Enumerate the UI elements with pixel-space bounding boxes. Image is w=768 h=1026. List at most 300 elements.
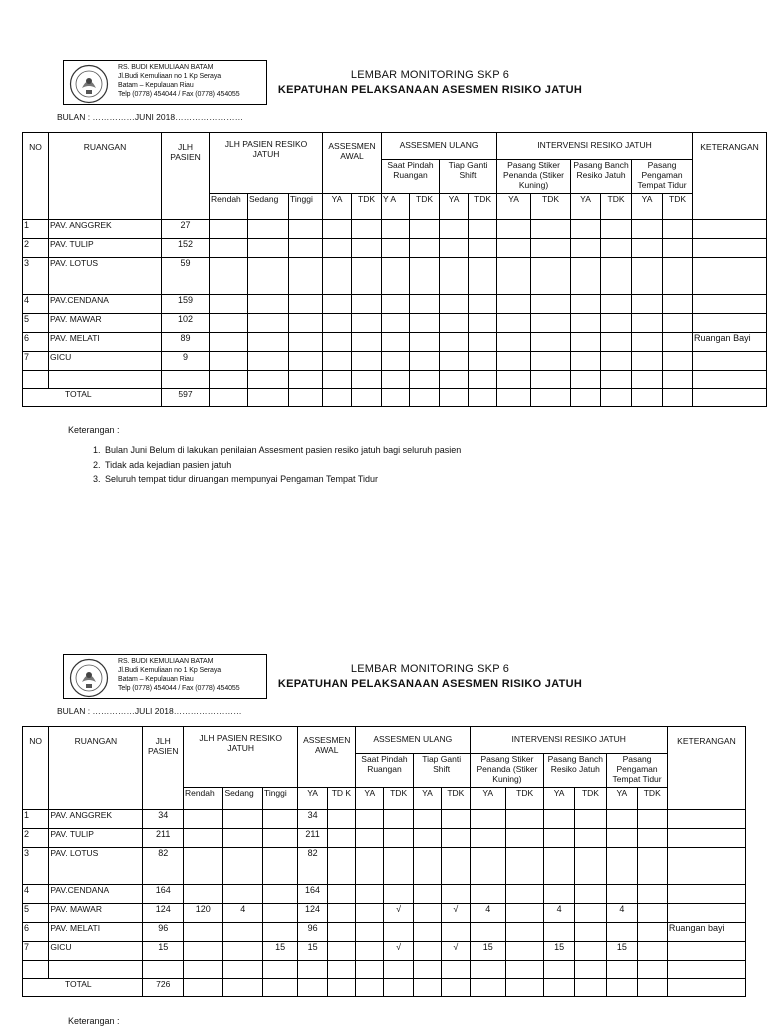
row-cell — [601, 220, 632, 239]
sub-pasang-pengaman: Pasang Pengaman Tempat Tidur — [632, 160, 693, 194]
sub-tdk: TDK — [601, 194, 632, 220]
row-keterangan — [693, 258, 767, 295]
total-cell — [410, 389, 440, 407]
total-cell — [183, 979, 222, 997]
row-cell: 15 — [298, 942, 327, 961]
row-keterangan — [667, 829, 745, 848]
row-cell — [384, 829, 413, 848]
row-cell — [410, 333, 440, 352]
sub-saat-pindah: Saat Pindah Ruangan — [356, 754, 414, 788]
row-cell — [505, 810, 543, 829]
row-ruangan: PAV. MAWAR — [49, 904, 143, 923]
row-cell — [601, 258, 632, 295]
row-cell — [382, 352, 410, 371]
row-no: 2 — [23, 239, 49, 258]
row-cell — [601, 295, 632, 314]
sub-tdk: TDK — [352, 194, 382, 220]
row-cell — [323, 258, 352, 295]
row-jlh-pasien: 211 — [143, 829, 184, 848]
notes-label: Keterangan : — [68, 1016, 120, 1026]
row-cell — [469, 295, 497, 314]
total-cell — [298, 979, 327, 997]
row-jlh-pasien: 34 — [143, 810, 184, 829]
row-cell — [442, 885, 470, 904]
row-cell — [323, 239, 352, 258]
row-cell — [210, 314, 248, 333]
row-cell: 4 — [223, 904, 262, 923]
blank-cell — [162, 371, 210, 389]
table-body — [23, 810, 746, 997]
blank-cell — [505, 961, 543, 979]
row-jlh-pasien: 82 — [143, 848, 184, 885]
monitoring-table — [22, 726, 746, 997]
row-cell — [571, 220, 601, 239]
row-no: 2 — [23, 829, 49, 848]
row-cell — [632, 295, 663, 314]
row-cell — [413, 942, 441, 961]
row-cell — [289, 220, 323, 239]
row-cell — [544, 885, 574, 904]
row-ruangan: PAV.CENDANA — [49, 295, 162, 314]
row-cell — [223, 848, 262, 885]
month-label: BULAN : ……………JUNI 2018…………………… — [57, 112, 244, 122]
sub-tdk: TDK — [469, 194, 497, 220]
row-ruangan: PAV. LOTUS — [49, 848, 143, 885]
sub-tinggi: Tinggi — [262, 788, 297, 810]
table-row — [23, 295, 767, 314]
sub-pasang-pengaman: Pasang Pengaman Tempat Tidur — [607, 754, 668, 788]
row-cell — [544, 829, 574, 848]
blank-cell — [607, 961, 637, 979]
row-no: 3 — [23, 848, 49, 885]
row-cell — [327, 829, 355, 848]
total-cell — [327, 979, 355, 997]
row-cell: 15 — [470, 942, 505, 961]
row-cell — [327, 942, 355, 961]
total-row — [23, 979, 746, 997]
blank-cell — [210, 371, 248, 389]
row-cell — [632, 333, 663, 352]
row-cell — [323, 352, 352, 371]
row-cell — [352, 220, 382, 239]
blank-cell — [262, 961, 297, 979]
row-cell — [356, 923, 384, 942]
blank-cell — [223, 961, 262, 979]
row-cell — [413, 848, 441, 885]
form-title: LEMBAR MONITORING SKP 6 — [350, 69, 510, 81]
row-cell — [356, 810, 384, 829]
row-keterangan — [693, 314, 767, 333]
row-cell — [262, 923, 297, 942]
row-cell — [356, 885, 384, 904]
hospital-address-1: Jl.Budi Kemuliaan no 1 Kp Seraya — [118, 667, 222, 674]
row-cell — [469, 220, 497, 239]
sub-tdk: TDK — [531, 194, 571, 220]
blank-cell — [49, 371, 162, 389]
sub-ya: YA — [356, 788, 384, 810]
row-cell — [497, 239, 531, 258]
row-no: 6 — [23, 333, 49, 352]
blank-cell — [531, 371, 571, 389]
row-cell — [413, 810, 441, 829]
row-cell — [442, 810, 470, 829]
month-label: BULAN : ……………JULI 2018…………………… — [57, 706, 242, 716]
row-cell — [289, 352, 323, 371]
row-cell — [505, 829, 543, 848]
hospital-phone: Telp (0778) 454044 / Fax (0778) 454055 — [118, 91, 240, 98]
row-cell — [413, 829, 441, 848]
total-cell — [262, 979, 297, 997]
row-jlh-pasien: 59 — [162, 258, 210, 295]
row-cell — [637, 923, 667, 942]
row-cell — [440, 220, 469, 239]
blank-cell — [663, 371, 693, 389]
row-cell — [356, 904, 384, 923]
row-cell — [531, 352, 571, 371]
col-keterangan: KETERANGAN — [693, 133, 767, 220]
col-jlh-resiko: JLH PASIEN RESIKO JATUH — [183, 727, 297, 788]
row-cell: 120 — [183, 904, 222, 923]
row-keterangan — [667, 810, 745, 829]
table-row — [23, 239, 767, 258]
row-cell: 4 — [470, 904, 505, 923]
row-cell — [632, 352, 663, 371]
row-cell — [663, 239, 693, 258]
row-cell — [248, 258, 289, 295]
note-item: 3. Seluruh tempat tidur diruangan mempunyai Pengaman Tempat Tidur — [103, 472, 461, 487]
sub-ya: YA — [632, 194, 663, 220]
sub-tdk: TDK — [637, 788, 667, 810]
row-jlh-pasien: 27 — [162, 220, 210, 239]
row-cell — [505, 923, 543, 942]
sub-ya: YA — [544, 788, 574, 810]
row-cell — [289, 333, 323, 352]
sub-tdk: TDK — [505, 788, 543, 810]
row-cell — [469, 333, 497, 352]
col-jlh-resiko: JLH PASIEN RESIKO JATUH — [210, 133, 323, 194]
row-cell — [505, 848, 543, 885]
row-cell — [410, 258, 440, 295]
row-cell — [352, 352, 382, 371]
row-cell — [470, 923, 505, 942]
row-cell — [442, 829, 470, 848]
blank-cell — [413, 961, 441, 979]
row-cell — [574, 829, 606, 848]
row-jlh-pasien: 9 — [162, 352, 210, 371]
row-cell — [289, 258, 323, 295]
row-ruangan: PAV. TULIP — [49, 239, 162, 258]
row-cell — [248, 314, 289, 333]
row-cell — [210, 333, 248, 352]
blank-cell — [327, 961, 355, 979]
sub-tinggi: Tinggi — [289, 194, 323, 220]
sub-ya: YA — [323, 194, 352, 220]
blank-cell — [637, 961, 667, 979]
total-cell — [663, 389, 693, 407]
notes-list — [83, 443, 461, 487]
row-cell — [505, 904, 543, 923]
total-cell — [571, 389, 601, 407]
row-cell — [601, 314, 632, 333]
row-keterangan — [667, 848, 745, 885]
sub-rendah: Rendah — [210, 194, 248, 220]
row-cell — [607, 810, 637, 829]
row-cell — [571, 239, 601, 258]
sub-pasang-banch: Pasang Banch Resiko Jatuh — [544, 754, 607, 788]
row-cell — [470, 848, 505, 885]
table-row — [23, 904, 746, 923]
row-cell — [601, 352, 632, 371]
sub-ya: YA — [298, 788, 327, 810]
sub-pasang-stiker: Pasang Stiker Penanda (Stiker Kuning) — [497, 160, 571, 194]
total-cell — [693, 389, 767, 407]
row-no: 5 — [23, 904, 49, 923]
row-cell — [327, 885, 355, 904]
row-cell — [469, 239, 497, 258]
col-intervensi: INTERVENSI RESIKO JATUH — [470, 727, 667, 754]
row-no: 7 — [23, 352, 49, 371]
row-cell: √ — [442, 942, 470, 961]
row-cell — [663, 333, 693, 352]
row-cell — [410, 295, 440, 314]
row-cell — [352, 333, 382, 352]
hospital-logo — [69, 658, 109, 698]
row-cell — [544, 810, 574, 829]
table-row — [23, 848, 746, 885]
row-cell — [469, 314, 497, 333]
hospital-phone: Telp (0778) 454044 / Fax (0778) 454055 — [118, 685, 240, 692]
row-cell — [469, 258, 497, 295]
row-jlh-pasien: 102 — [162, 314, 210, 333]
table-row — [23, 352, 767, 371]
row-cell — [440, 314, 469, 333]
row-ruangan: GICU — [49, 352, 162, 371]
row-cell — [497, 333, 531, 352]
hospital-address-1: Jl.Budi Kemuliaan no 1 Kp Seraya — [118, 73, 222, 80]
blank-cell — [356, 961, 384, 979]
col-ruangan: RUANGAN — [49, 133, 162, 220]
row-cell — [352, 314, 382, 333]
total-cell — [442, 979, 470, 997]
row-cell — [663, 295, 693, 314]
form-subtitle: KEPATUHAN PELAKSANAAN ASESMEN RISIKO JATUH — [277, 678, 583, 690]
row-cell — [571, 295, 601, 314]
total-value: 726 — [143, 979, 184, 997]
row-cell — [663, 258, 693, 295]
row-cell — [327, 810, 355, 829]
total-cell — [637, 979, 667, 997]
row-keterangan — [693, 220, 767, 239]
blank-cell — [470, 961, 505, 979]
row-cell — [531, 314, 571, 333]
row-cell — [531, 258, 571, 295]
table-body — [23, 220, 767, 407]
row-keterangan — [667, 942, 745, 961]
row-cell — [410, 220, 440, 239]
total-cell — [531, 389, 571, 407]
row-cell — [183, 848, 222, 885]
col-jlh-pasien: JLH PASIEN — [162, 133, 210, 220]
row-cell — [356, 829, 384, 848]
row-cell — [410, 239, 440, 258]
sub-tiap-ganti: Tiap Ganti Shift — [440, 160, 497, 194]
row-cell — [632, 258, 663, 295]
sub-tdk: TD K — [327, 788, 355, 810]
sub-tdk: TDK — [384, 788, 413, 810]
row-cell — [289, 295, 323, 314]
row-ruangan: PAV. TULIP — [49, 829, 143, 848]
blank-cell — [49, 961, 143, 979]
table-row-blank — [23, 961, 746, 979]
row-cell — [469, 352, 497, 371]
row-ruangan: PAV. MELATI — [49, 333, 162, 352]
blank-cell — [574, 961, 606, 979]
row-cell — [531, 220, 571, 239]
sub-sedang: Sedang — [223, 788, 262, 810]
row-cell — [223, 829, 262, 848]
row-cell — [323, 220, 352, 239]
row-cell — [637, 848, 667, 885]
sub-pasang-stiker: Pasang Stiker Penanda (Stiker Kuning) — [470, 754, 544, 788]
row-cell — [289, 314, 323, 333]
row-cell — [384, 810, 413, 829]
row-cell — [223, 942, 262, 961]
row-cell — [571, 352, 601, 371]
row-cell — [223, 885, 262, 904]
row-cell — [248, 295, 289, 314]
sub-ya: YA — [497, 194, 531, 220]
row-cell: 96 — [298, 923, 327, 942]
row-cell — [382, 333, 410, 352]
row-cell — [607, 848, 637, 885]
table-row — [23, 220, 767, 239]
row-cell — [571, 333, 601, 352]
col-no: NO — [23, 727, 49, 810]
blank-cell — [442, 961, 470, 979]
col-ruangan: RUANGAN — [49, 727, 143, 810]
hospital-address-2: Batam – Kepulauan Riau — [118, 676, 194, 683]
row-cell: √ — [384, 942, 413, 961]
blank-cell — [183, 961, 222, 979]
row-cell: 15 — [262, 942, 297, 961]
total-cell — [210, 389, 248, 407]
table-row-blank — [23, 371, 767, 389]
sub-tiap-ganti: Tiap Ganti Shift — [413, 754, 470, 788]
total-label: TOTAL — [23, 979, 143, 997]
table-row — [23, 829, 746, 848]
row-ruangan: PAV. MAWAR — [49, 314, 162, 333]
row-cell — [210, 258, 248, 295]
monitoring-table — [22, 132, 767, 407]
col-asesmen-ulang: ASSESMEN ULANG — [356, 727, 470, 754]
blank-cell — [601, 371, 632, 389]
row-cell — [384, 923, 413, 942]
row-keterangan — [667, 885, 745, 904]
row-cell — [183, 923, 222, 942]
row-cell — [632, 220, 663, 239]
row-cell — [248, 220, 289, 239]
row-no: 1 — [23, 810, 49, 829]
row-jlh-pasien: 152 — [162, 239, 210, 258]
row-ruangan: PAV.CENDANA — [49, 885, 143, 904]
table-row — [23, 314, 767, 333]
row-cell — [637, 810, 667, 829]
row-cell — [384, 848, 413, 885]
row-cell — [410, 352, 440, 371]
row-cell: 4 — [544, 904, 574, 923]
row-cell — [323, 314, 352, 333]
row-cell — [440, 239, 469, 258]
total-row — [23, 389, 767, 407]
blank-cell — [382, 371, 410, 389]
row-cell: 34 — [298, 810, 327, 829]
col-no: NO — [23, 133, 49, 220]
row-no: 6 — [23, 923, 49, 942]
row-cell — [574, 904, 606, 923]
row-cell — [607, 829, 637, 848]
row-cell — [442, 923, 470, 942]
total-cell — [440, 389, 469, 407]
row-cell — [497, 220, 531, 239]
row-cell — [210, 239, 248, 258]
total-cell — [289, 389, 323, 407]
total-cell — [223, 979, 262, 997]
table-row — [23, 333, 767, 352]
row-cell: 4 — [607, 904, 637, 923]
row-cell — [262, 885, 297, 904]
row-no: 3 — [23, 258, 49, 295]
hospital-name: RS. BUDI KEMULIAAN BATAM — [118, 64, 214, 71]
row-jlh-pasien: 164 — [143, 885, 184, 904]
row-cell — [382, 220, 410, 239]
hospital-address-2: Batam – Kepulauan Riau — [118, 82, 194, 89]
total-cell — [632, 389, 663, 407]
row-jlh-pasien: 124 — [143, 904, 184, 923]
row-cell — [262, 904, 297, 923]
row-keterangan: Ruangan bayi — [667, 923, 745, 942]
sub-tdk: TDK — [574, 788, 606, 810]
row-cell: √ — [384, 904, 413, 923]
note-item: 1. Bulan Juni Belum di lakukan penilaian Assesment pasien resiko jatuh bagi seluruh pasien — [103, 443, 461, 458]
row-cell — [571, 314, 601, 333]
total-cell — [382, 389, 410, 407]
row-cell — [531, 295, 571, 314]
row-cell — [470, 885, 505, 904]
row-cell — [413, 904, 441, 923]
row-ruangan: PAV. ANGGREK — [49, 810, 143, 829]
row-cell — [210, 220, 248, 239]
row-cell: 211 — [298, 829, 327, 848]
row-cell — [497, 258, 531, 295]
blank-cell — [143, 961, 184, 979]
row-cell — [632, 239, 663, 258]
table-row — [23, 810, 746, 829]
hospital-name: RS. BUDI KEMULIAAN BATAM — [118, 658, 214, 665]
table-row — [23, 942, 746, 961]
row-cell — [410, 314, 440, 333]
row-cell — [183, 885, 222, 904]
total-cell — [469, 389, 497, 407]
col-asesmen-awal: ASSESMEN AWAL — [323, 133, 382, 194]
row-cell — [384, 885, 413, 904]
row-cell — [352, 295, 382, 314]
total-cell — [667, 979, 745, 997]
row-cell — [637, 885, 667, 904]
row-keterangan — [667, 904, 745, 923]
table-row — [23, 885, 746, 904]
total-cell — [413, 979, 441, 997]
total-cell — [574, 979, 606, 997]
